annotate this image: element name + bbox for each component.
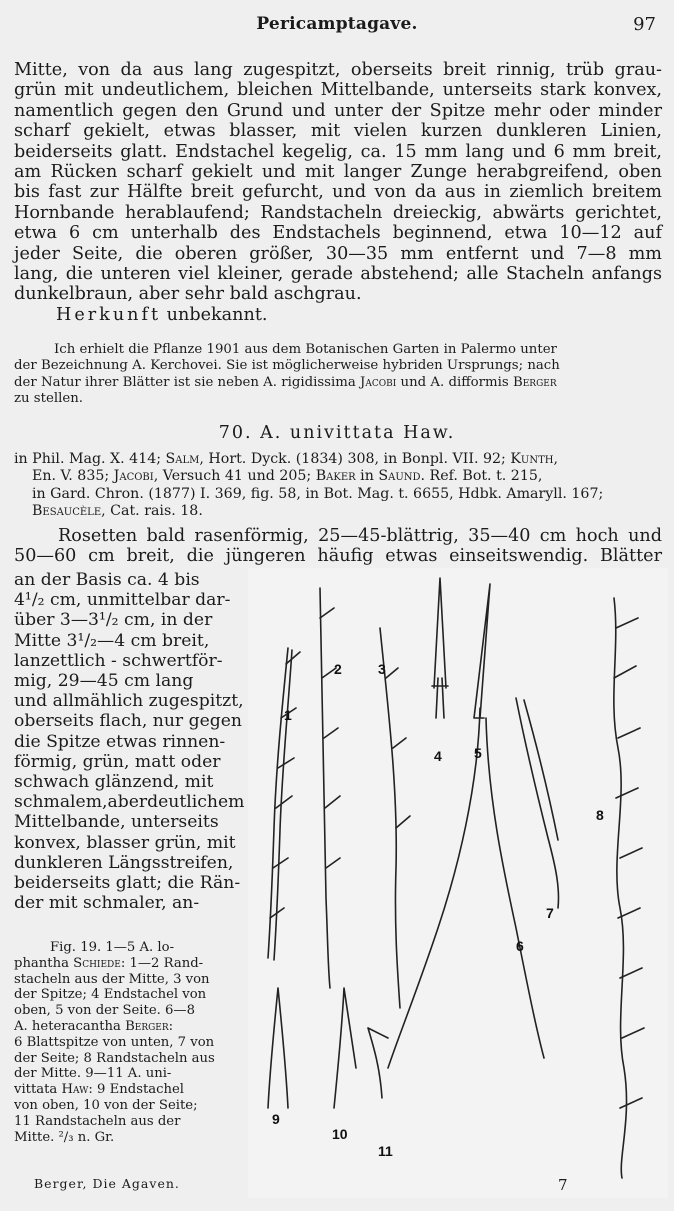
text-line: bis fast zur Hälfte breit gefurcht, und von da aus in ziemlich breitem [14,182,662,203]
author-name: Baker [315,468,356,485]
text-line: dunkelbraun, aber sehr bald aschgrau. [14,284,362,305]
drawing-1-spine [270,652,300,918]
text-line: oberseits flach, nur gegen [14,711,242,732]
note-line: Ich erhielt die Pflanze 1901 aus dem Botanischen Garten in Palermo unter [54,342,557,357]
figure-caption [14,940,246,1145]
caption-text: vittata [14,1082,58,1098]
figure-label: 4 [434,748,442,764]
text-line: an der Basis ca. 4 bis [14,570,200,590]
note-line [14,375,664,391]
literature-references [14,451,664,521]
figure-19-illustration [248,568,668,1198]
drawing-6-outline [486,718,544,1058]
reference-text: in [360,468,374,485]
text-line: Mitte 3¹/₂—4 cm breit, [14,630,210,651]
caption-line: oben, 5 von der Seite. 6—8 [14,1003,195,1019]
text-line: beiderseits glatt; die Rän- [14,873,241,894]
figure-label: 6 [516,938,524,954]
description-main [14,526,662,567]
drawing-8-spine [614,618,644,1108]
text-line: schmalem,aberdeutlichem [14,792,245,813]
spine-drawings [248,568,668,1198]
drawing-7-outline [524,700,558,840]
herkunft-label: Herkunft [56,304,162,325]
author-name: Salm, [165,451,204,467]
species-name: A. univittata [260,423,396,443]
running-header [14,14,660,40]
text-line: 4¹/₂ cm, unmittelbar dar- [14,590,231,611]
reference-text: Cat. rais. 18. [110,503,203,520]
description-wrapped [14,570,246,913]
reference-line [14,451,664,468]
text-line: der mit schmaler, an- [14,893,200,914]
drawing-3 [380,628,400,1008]
species-number: 70. [218,423,253,443]
caption-line: der Seite; 8 Randstacheln aus [14,1050,215,1066]
species-author: Haw. [403,423,456,443]
note-line: der Bezeichnung A. Kerchovei. Sie ist möglicherweise hybriden Ursprungs; nach [14,358,560,374]
text-line: schwach glänzend, mit [14,772,214,793]
small-print-note [14,342,664,407]
footer-text: Berger, Die Agaven. [34,1176,180,1191]
text-line: scharf gekielt, etwas blasser, mit vielen kurzen dunkleren Linien, [14,121,662,142]
reference-line: in Gard. Chron. (1877) I. 369, fig. 58, in Bot. Mag. t. 6655, Hdbk. Amaryll. 167; [32,485,604,502]
text-line: die Spitze etwas rinnen- [14,731,226,752]
figure-label: 9 [272,1111,280,1127]
caption-line: 11 Randstacheln aus der [14,1113,181,1129]
drawing-4-detail [436,678,444,718]
text-line: Rosetten bald rasenförmig, 25—45-blättrig, 35—40 cm hoch und [58,526,662,546]
reference-text: Versuch 41 und 205; [162,468,312,485]
signature-mark: 7 [558,1176,569,1194]
drawing-8 [614,598,627,1178]
text-line: konvex, blasser grün, mit [14,832,236,853]
herkunft-text: unbekannt. [166,304,268,325]
author-name: Jacobi, [113,468,159,485]
text-line: förmig, grün, matt oder [14,751,221,772]
figure-label: 8 [596,807,604,823]
herkunft-line [14,305,662,325]
text-line: namentlich gegen den Grund und unter der Spitze mehr oder minder [14,100,662,121]
author-name: Saund. [378,468,426,485]
drawing-7 [516,698,559,908]
drawing-9 [268,988,288,1108]
drawing-10 [334,988,356,1108]
author-name: Kunth, [510,451,558,467]
figure-label: 3 [378,661,386,677]
author-name: Berger [512,374,557,390]
figure-label: 1 [284,707,292,723]
author-name: Jacobi [360,374,397,390]
note-line: zu stellen. [14,390,83,406]
page-number: 97 [633,14,656,35]
figure-label: 7 [546,905,554,921]
caption-text: 1—2 Rand- [129,955,204,971]
running-title: Pericamptagave. [256,14,418,34]
author-name: Schiede: [73,955,126,971]
figure-label: 2 [334,661,342,677]
caption-line [14,956,246,972]
reference-text: Ref. Bot. t. 215, [429,468,543,485]
text-line: lang, die unteren viel kleiner, gerade abstehend; alle Stacheln anfangs [14,264,662,285]
caption-line: Fig. 19. 1—5 A. lo- [50,940,175,955]
text-line: etwa 6 cm unterhalb des Endstachels beginnend, etwa 10—12 auf [14,223,662,244]
caption-line: Mitte. ²/₃ n. Gr. [14,1129,115,1145]
caption-text: 9 Endstachel [97,1082,185,1098]
text-line: grün mit undeutlichem, bleichen Mittelbande, unterseits stark konvex, [14,80,662,101]
caption-line: 6 Blattspitze von unten, 7 von [14,1034,215,1050]
caption-line [14,1082,246,1098]
figure-label: 10 [332,1126,348,1142]
figure-label: 5 [474,745,482,761]
page-footer [34,1176,634,1194]
author-name: Haw: [61,1082,93,1098]
text-line: am Rücken scharf gekielt und mit langer Zunge herabgreifend, oben [14,162,662,183]
drawing-11 [368,1028,388,1098]
species-heading [0,423,674,443]
drawing-4 [432,578,448,688]
caption-text: phantha [14,955,69,971]
drawing-5 [474,584,490,718]
text-line: über 3—3¹/₂ cm, in der [14,610,213,631]
caption-line: von oben, 10 von der Seite; [14,1097,198,1113]
figure-label: 11 [378,1143,393,1159]
description-continued [14,60,662,325]
text-line: Hornbande herablaufend; Randstacheln dreieckig, abwärts gerichtet, [14,202,662,223]
text-line: und allmählich zugespitzt, [14,691,244,712]
reference-line [14,503,664,520]
reference-text: En. V. 835; [32,468,110,485]
caption-line: der Spitze; 4 Endstachel von [14,987,207,1003]
note-text: der Natur ihrer Blätter ist sie neben A. rigidissima [14,374,356,390]
drawing-3-spine [386,668,410,828]
text-line: beiderseits glatt. Endstachel kegelig, ca. 15 mm lang und 6 mm breit, [14,141,662,162]
caption-line [14,1019,246,1035]
text-line: 50—60 cm breit, die jüngeren häufig etwas einseitswendig. Blätter [14,546,662,567]
caption-line: der Mitte. 9—11 A. uni- [14,1066,172,1082]
caption-line: stacheln aus der Mitte, 3 von [14,971,210,987]
caption-text: A. heteracantha [14,1018,121,1034]
reference-text: in Phil. Mag. X. 414; [14,451,162,467]
text-line: jeder Seite, die oberen größer, 30—35 mm entfernt und 7—8 mm [14,243,662,264]
reference-text: Hort. Dyck. (1834) 308, in Bonpl. VII. 92; [208,451,506,467]
reference-line [14,468,664,485]
text-line: Mittelbande, unterseits [14,812,219,833]
author-name: Besaucèle, [32,503,106,520]
text-line: Mitte, von da aus lang zugespitzt, oberseits breit rinnig, trüb grau- [14,60,662,80]
note-text: und A. difformis [400,374,509,390]
text-line: mig, 29—45 cm lang [14,671,194,692]
text-line: dunkleren Längsstreifen, [14,852,234,873]
author-name: Berger: [125,1018,174,1034]
drawing-2 [320,588,330,988]
text-line: lanzettlich - schwertför- [14,650,223,671]
